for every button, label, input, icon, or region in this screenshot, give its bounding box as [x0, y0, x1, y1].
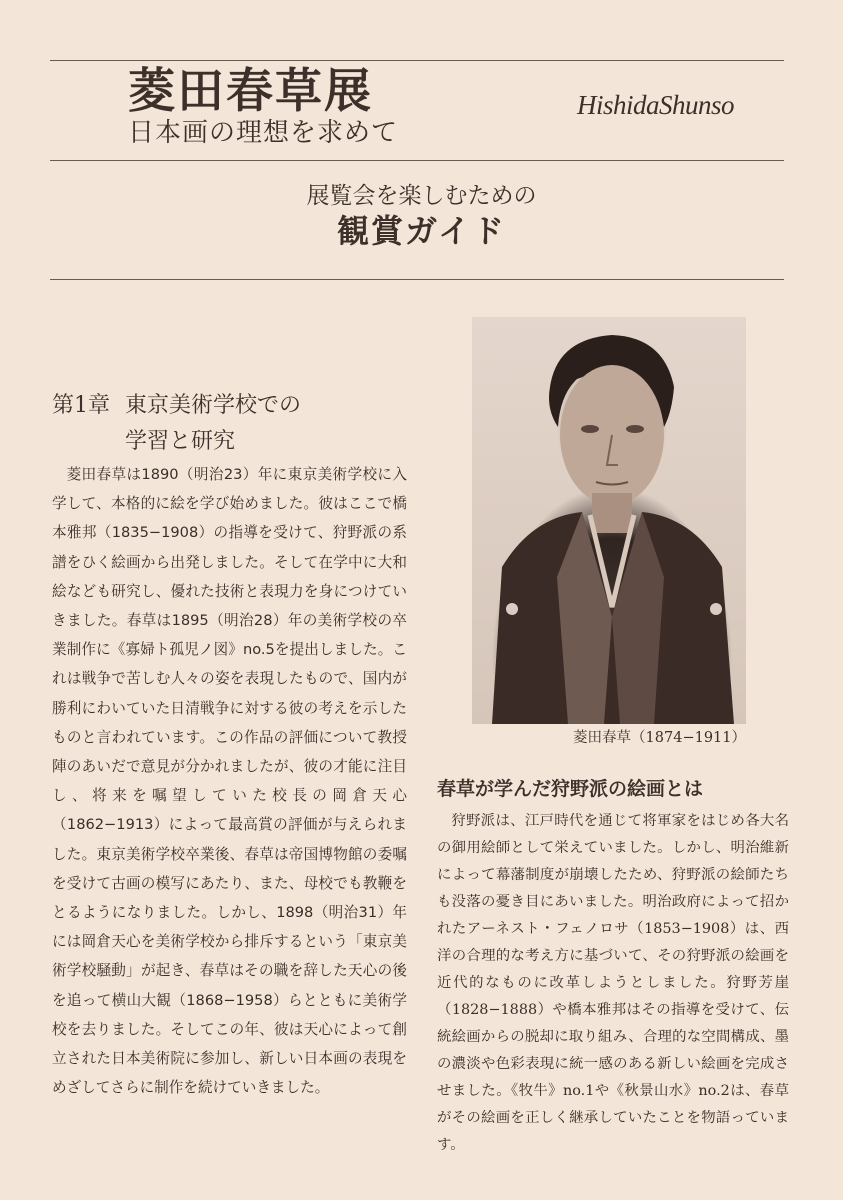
chapter-title-line2: 学習と研究: [125, 429, 236, 454]
header-divider: [50, 160, 784, 161]
guide-divider: [50, 279, 784, 280]
section-body: 狩野派は、江戸時代を通じて将軍家をはじめ各大名の御用絵師として栄えていました。しかし、明治維新によって幕藩制度が崩壊したため、狩野派の絵師たちも没落の憂き目にあいました。明治政府によって招かれたアーネスト・フェノロサ（1853−1908）は、西洋の合理的な考え方に基づいて、その狩野派の絵画を近代的なものに改革しようとしました。狩野芳崖（1828−1888）や橋本雅邦はその指導を受けて、伝統絵画からの脱却に取り組み、合理的な空間構成、墨の濃淡や色彩表現に統一感のある新しい絵画を完成させました。《牧牛》no.1や《秋景山水》no.2は、春草がその絵画を正しく継承していたことを物語っています。: [437, 813, 789, 1153]
chapter-body: 菱田春草は1890（明治23）年に東京美術学校に入学して、本格的に絵を学び始めました。彼はここで橋本雅邦（1835−1908）の指導を受けて、狩野派の系譜をひく絵画から出発しました。そして在学中に大和絵なども研究し、優れた技術と表現力を身につけていきました。春草は1895（明治28）年の美術学校の卒業制作に《寡婦ト孤児ノ図》no.5を提出しました。これは戦争で苦しむ人々の姿を表現したもので、国内が勝利にわいていた日清戦争に対する彼の考えを示したものと言われています。この作品の評価について教授陣のあいだで意見が分かれましたが、彼の才能に注目し、将来を嘱望していた校長の岡倉天心（1862−1913）によって最高賞の評価が与えられました。東京美術学校卒業後、春草は帝国博物館の委嘱を受けて古画の模写にあたり、また、母校でも教鞭をとるようになりました。しかし、1898（明治31）年には岡倉天心を美術学校から排斥するという「東京美術学校騒動」が起き、春草はその職を辞した天心の後を追って横山大観（1868−1958）らとともに美術学校を去りました。そしてこの年、彼は天心によって創立された日本美術院に参加し、新しい日本画の表現をめざしてさらに制作を続けていきました。: [52, 466, 407, 1097]
portrait-photo: [472, 317, 746, 724]
exhibition-title-en: HishidaShunso: [577, 90, 735, 120]
top-divider: [50, 60, 784, 61]
chapter-title-line1: 東京美術学校での: [125, 393, 302, 418]
guide-title: 観賞ガイド: [336, 212, 507, 250]
chapter-heading: [52, 388, 412, 460]
exhibition-subtitle: 日本画の理想を求めて: [128, 118, 399, 148]
portrait-caption: 菱田春草（1874−1911）: [573, 730, 746, 746]
section-title: 春草が学んだ狩野派の絵画とは: [437, 778, 704, 800]
exhibition-title: 菱田春草展: [128, 64, 373, 119]
guide-subtitle: 展覧会を楽しむための: [306, 183, 537, 209]
chapter-number: 第1章: [52, 393, 110, 418]
